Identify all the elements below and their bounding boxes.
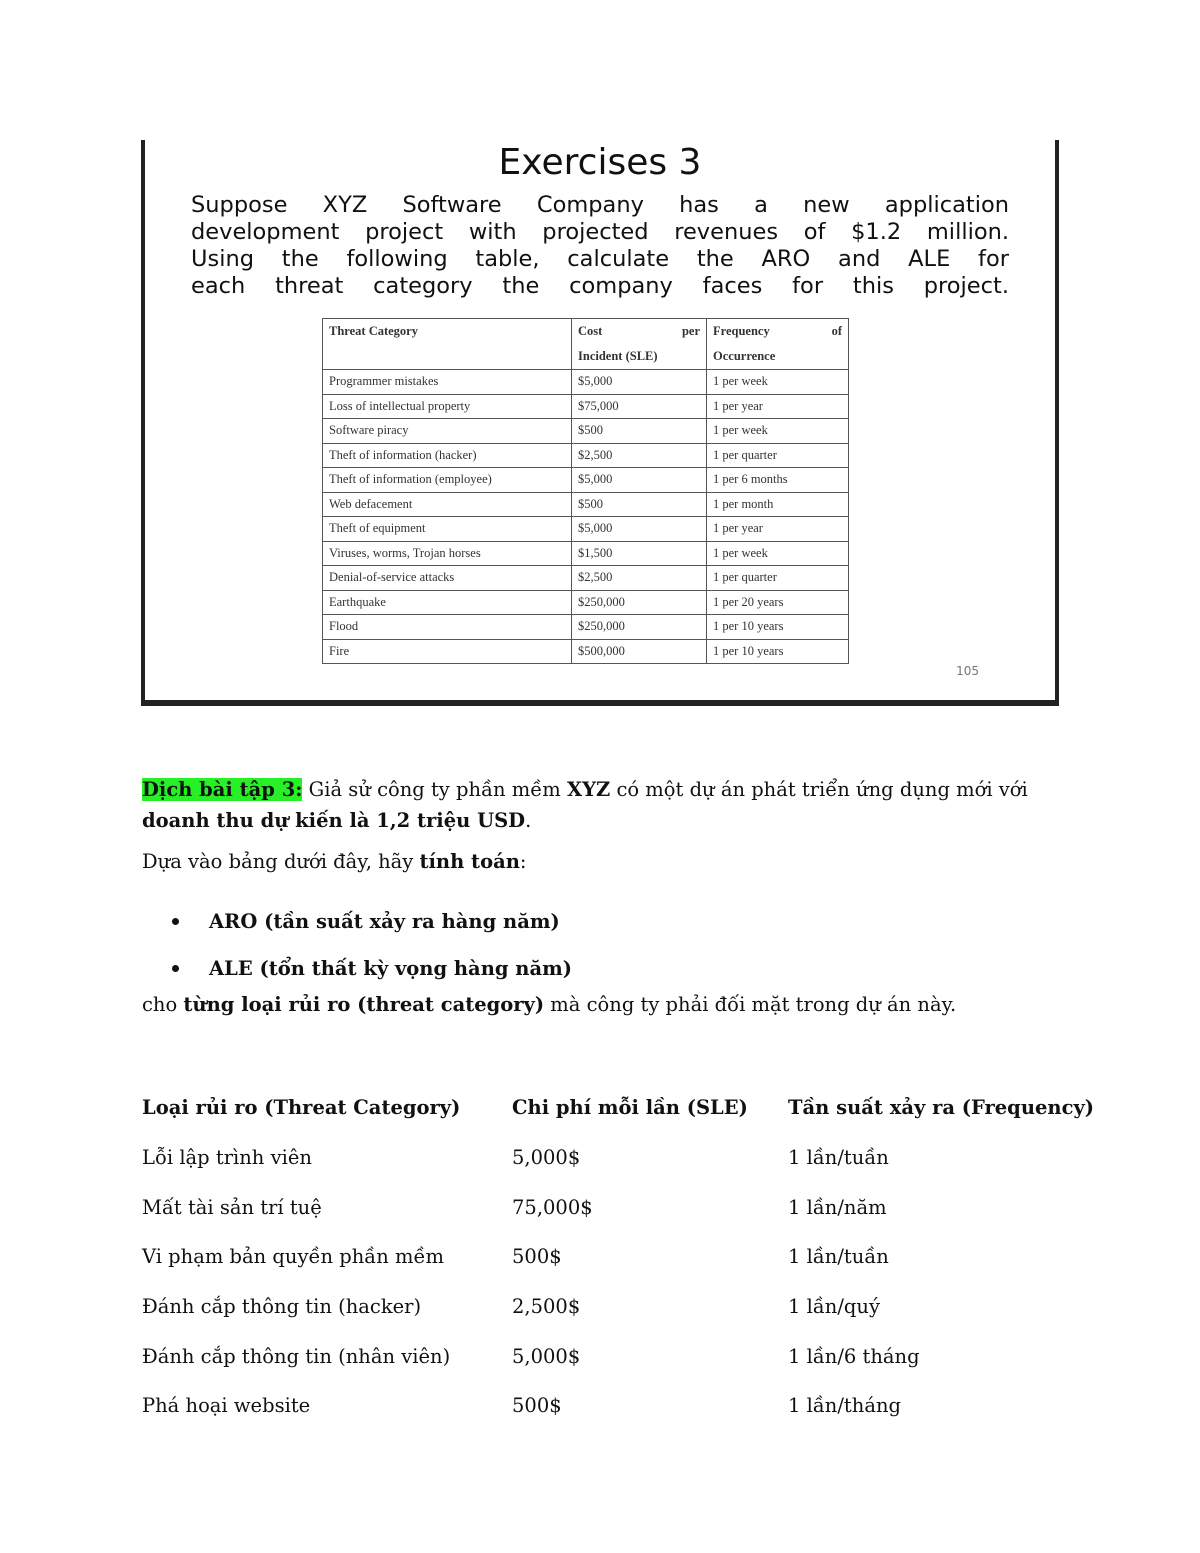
table-cell: 1 per quarter <box>707 566 849 591</box>
table-cell: $5,000 <box>572 517 707 542</box>
bullet-item-aro: ARO (tần suất xảy ra hàng năm) <box>172 898 572 945</box>
table-cell: Fire <box>323 639 572 664</box>
table-cell: 1 lần/tháng <box>788 1394 901 1418</box>
table-cell: Flood <box>323 615 572 640</box>
table-cell: $500 <box>572 492 707 517</box>
table-cell: Theft of equipment <box>323 517 572 542</box>
table-cell: Phá hoại website <box>142 1394 311 1418</box>
table-cell: $250,000 <box>572 590 707 615</box>
slide-text-line: Suppose XYZ Software Company has a new application <box>191 192 1009 218</box>
slide-problem-text <box>191 192 1009 300</box>
table-cell: 1 lần/năm <box>788 1195 887 1219</box>
table-cell: $5,000 <box>572 370 707 395</box>
slide-table-row <box>323 468 849 493</box>
table-cell: Đánh cắp thông tin (hacker) <box>142 1295 422 1319</box>
table-cell: $250,000 <box>572 615 707 640</box>
vtable-header-sle: Chi phí mỗi lần (SLE) <box>512 1096 748 1120</box>
table-cell: $75,000 <box>572 394 707 419</box>
table-cell: 75,000$ <box>512 1195 593 1219</box>
table-cell: 5,000$ <box>512 1146 581 1170</box>
slide-table-row <box>323 541 849 566</box>
table-cell: 1 lần/tuần <box>788 1245 889 1269</box>
slide-page-number: 105 <box>956 664 979 678</box>
slide-table-row <box>323 443 849 468</box>
slide-table-header-row <box>323 319 849 370</box>
vtable-header-category: Loại rủi ro (Threat Category) <box>142 1096 461 1120</box>
closing-paragraph: cho từng loại rủi ro (threat category) mà công ty phải đối mặt trong dự án này. <box>142 993 957 1016</box>
table-cell: 1 per 6 months <box>707 468 849 493</box>
table-cell: 1 lần/tuần <box>788 1146 889 1170</box>
bullet-icon <box>172 965 179 972</box>
table-cell: 1 per quarter <box>707 443 849 468</box>
table-cell: Theft of information (employee) <box>323 468 572 493</box>
table-cell: Vi phạm bản quyền phần mềm <box>142 1245 444 1269</box>
bullet-icon <box>172 918 179 925</box>
slide-table-row <box>323 590 849 615</box>
bullet-list <box>172 898 572 992</box>
vtable-row <box>142 1232 1094 1282</box>
header-cost-per-incident: Cost per Incident (SLE) <box>572 319 707 370</box>
translation-label: Dịch bài tập 3: <box>142 778 303 801</box>
table-cell: 1 lần/quý <box>788 1295 880 1319</box>
table-cell: $2,500 <box>572 566 707 591</box>
bullet-item-ale: ALE (tổn thất kỳ vọng hàng năm) <box>172 945 572 992</box>
table-cell: $5,000 <box>572 468 707 493</box>
table-cell: $2,500 <box>572 443 707 468</box>
slide-text-line: each threat category the company faces for this project. <box>191 273 1009 299</box>
slide-title: Exercises 3 <box>498 142 702 183</box>
table-cell: 1 per week <box>707 370 849 395</box>
slide-text-line: development project with projected revenues of $1.2 million. <box>191 219 1009 245</box>
table-cell: Mất tài sản trí tuệ <box>142 1195 322 1219</box>
table-cell: Programmer mistakes <box>323 370 572 395</box>
header-frequency: Frequency of Occurrence <box>707 319 849 370</box>
slide-table-row <box>323 370 849 395</box>
table-cell: Earthquake <box>323 590 572 615</box>
slide-table-row <box>323 639 849 664</box>
slide-table-row <box>323 419 849 444</box>
table-cell: Theft of information (hacker) <box>323 443 572 468</box>
table-cell: Viruses, worms, Trojan horses <box>323 541 572 566</box>
table-cell: Web defacement <box>323 492 572 517</box>
slide-table-row <box>323 615 849 640</box>
table-cell: 5,000$ <box>512 1344 581 1368</box>
table-cell: 1 per week <box>707 541 849 566</box>
header-threat-category: Threat Category <box>323 319 572 370</box>
vtable-row <box>142 1381 1094 1431</box>
table-cell: 1 per 10 years <box>707 639 849 664</box>
vtable-row <box>142 1133 1094 1183</box>
table-cell: $1,500 <box>572 541 707 566</box>
table-cell: 500$ <box>512 1245 562 1269</box>
slide-threat-table <box>322 318 849 664</box>
slide-table-row <box>323 394 849 419</box>
table-cell: 1 lần/6 tháng <box>788 1344 920 1368</box>
vietnamese-threat-table <box>142 1083 1094 1431</box>
table-cell: 1 per week <box>707 419 849 444</box>
table-cell: Software piracy <box>323 419 572 444</box>
slide-table-row <box>323 566 849 591</box>
slide-table-row <box>323 517 849 542</box>
table-cell: Đánh cắp thông tin (nhân viên) <box>142 1344 451 1368</box>
vtable-row <box>142 1282 1094 1332</box>
table-cell: 1 per year <box>707 517 849 542</box>
slide-text-line: Using the following table, calculate the ARO and ALE for <box>191 246 1009 272</box>
table-cell: Lỗi lập trình viên <box>142 1146 312 1170</box>
instruction-paragraph: Dựa vào bảng dưới đây, hãy tính toán: <box>142 850 527 873</box>
slide-table-row <box>323 492 849 517</box>
table-cell: 1 per 20 years <box>707 590 849 615</box>
table-cell: $500,000 <box>572 639 707 664</box>
exercise-slide-image <box>141 140 1059 706</box>
vtable-header-row <box>142 1083 1094 1133</box>
table-cell: Loss of intellectual property <box>323 394 572 419</box>
table-cell: Denial-of-service attacks <box>323 566 572 591</box>
table-cell: 2,500$ <box>512 1295 581 1319</box>
table-cell: 1 per year <box>707 394 849 419</box>
vtable-header-frequency: Tần suất xảy ra (Frequency) <box>788 1096 1095 1120</box>
table-cell: $500 <box>572 419 707 444</box>
vtable-row <box>142 1182 1094 1232</box>
translation-paragraph: Dịch bài tập 3: Giả sử công ty phần mềm XYZ có một dự án phát triển ứng dụng mới với doanh thu dự kiến là 1,2 triệu USD. <box>142 778 1028 832</box>
table-cell: 1 per 10 years <box>707 615 849 640</box>
table-cell: 1 per month <box>707 492 849 517</box>
table-cell: 500$ <box>512 1394 562 1418</box>
vtable-row <box>142 1331 1094 1381</box>
